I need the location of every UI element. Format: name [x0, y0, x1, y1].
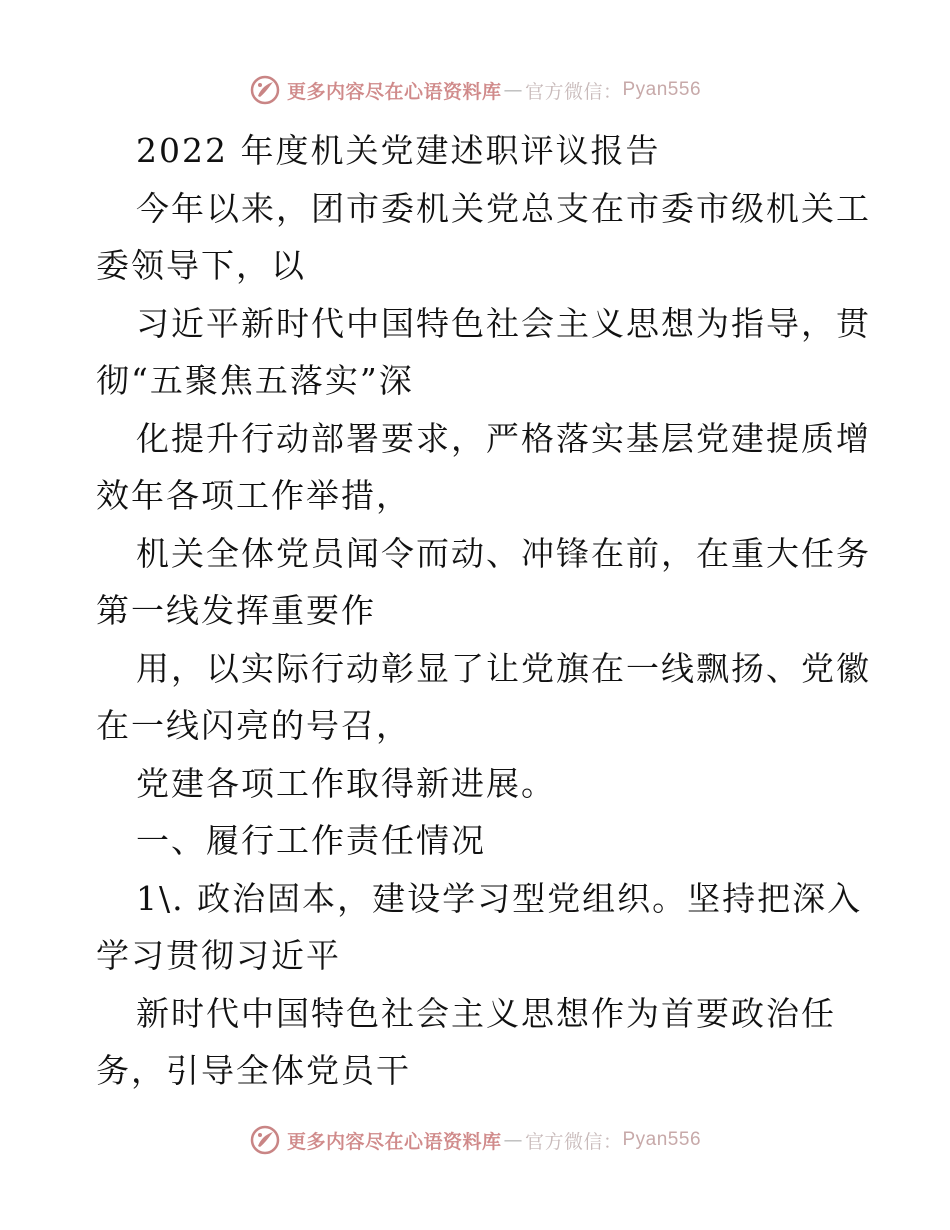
watermark-id: Pyan556 — [622, 79, 702, 100]
document-body — [96, 122, 871, 1100]
watermark-label: 官方微信： — [524, 1130, 623, 1153]
text-line: 一、履行工作责任情况 — [136, 821, 486, 860]
watermark-dash: — — [503, 1129, 523, 1151]
header-watermark — [0, 70, 950, 110]
text-line: 化提升行动部署要求，严格落实基层党建提质增 — [136, 418, 871, 458]
text-line: 党建各项工作取得新进展。 — [136, 763, 556, 803]
text-line: 委领导下，以 — [96, 246, 306, 285]
text-line: 用，以实际行动彰显了让党旗在一线飘扬、党徽 — [136, 648, 871, 688]
text-line: 在一线闪亮的号召， — [96, 706, 411, 745]
text-line: 第一线发挥重要作 — [96, 591, 376, 630]
watermark-logo-icon — [249, 1124, 281, 1156]
watermark-logo-icon — [249, 74, 281, 106]
footer-watermark — [0, 1120, 950, 1160]
text-line: 效年各项工作举措， — [96, 476, 411, 515]
text-line: 今年以来，团市委机关党总支在市委市级机关工 — [136, 188, 871, 228]
text-line: 2022 年度机关党建述职评议报告 — [136, 131, 661, 170]
watermark-id: Pyan556 — [622, 1129, 702, 1150]
watermark-main-text: 更多内容尽在心语资料库 — [286, 1130, 502, 1153]
watermark-dash: — — [503, 79, 523, 101]
watermark-label: 官方微信： — [524, 80, 623, 103]
text-line: 1\. 政治固本，建设学习型党组织。坚持把深入 — [136, 878, 863, 918]
text-line: 务，引导全体党员干 — [96, 1051, 411, 1090]
text-line: 彻“五聚焦五落实”深 — [96, 361, 414, 400]
text-line: 习近平新时代中国特色社会主义思想为指导，贯 — [136, 303, 871, 343]
text-line: 新时代中国特色社会主义思想作为首要政治任 — [136, 993, 836, 1033]
watermark-main-text: 更多内容尽在心语资料库 — [286, 80, 502, 103]
text-line: 学习贯彻习近平 — [96, 936, 341, 975]
text-line: 机关全体党员闻令而动、冲锋在前，在重大任务 — [136, 533, 871, 573]
